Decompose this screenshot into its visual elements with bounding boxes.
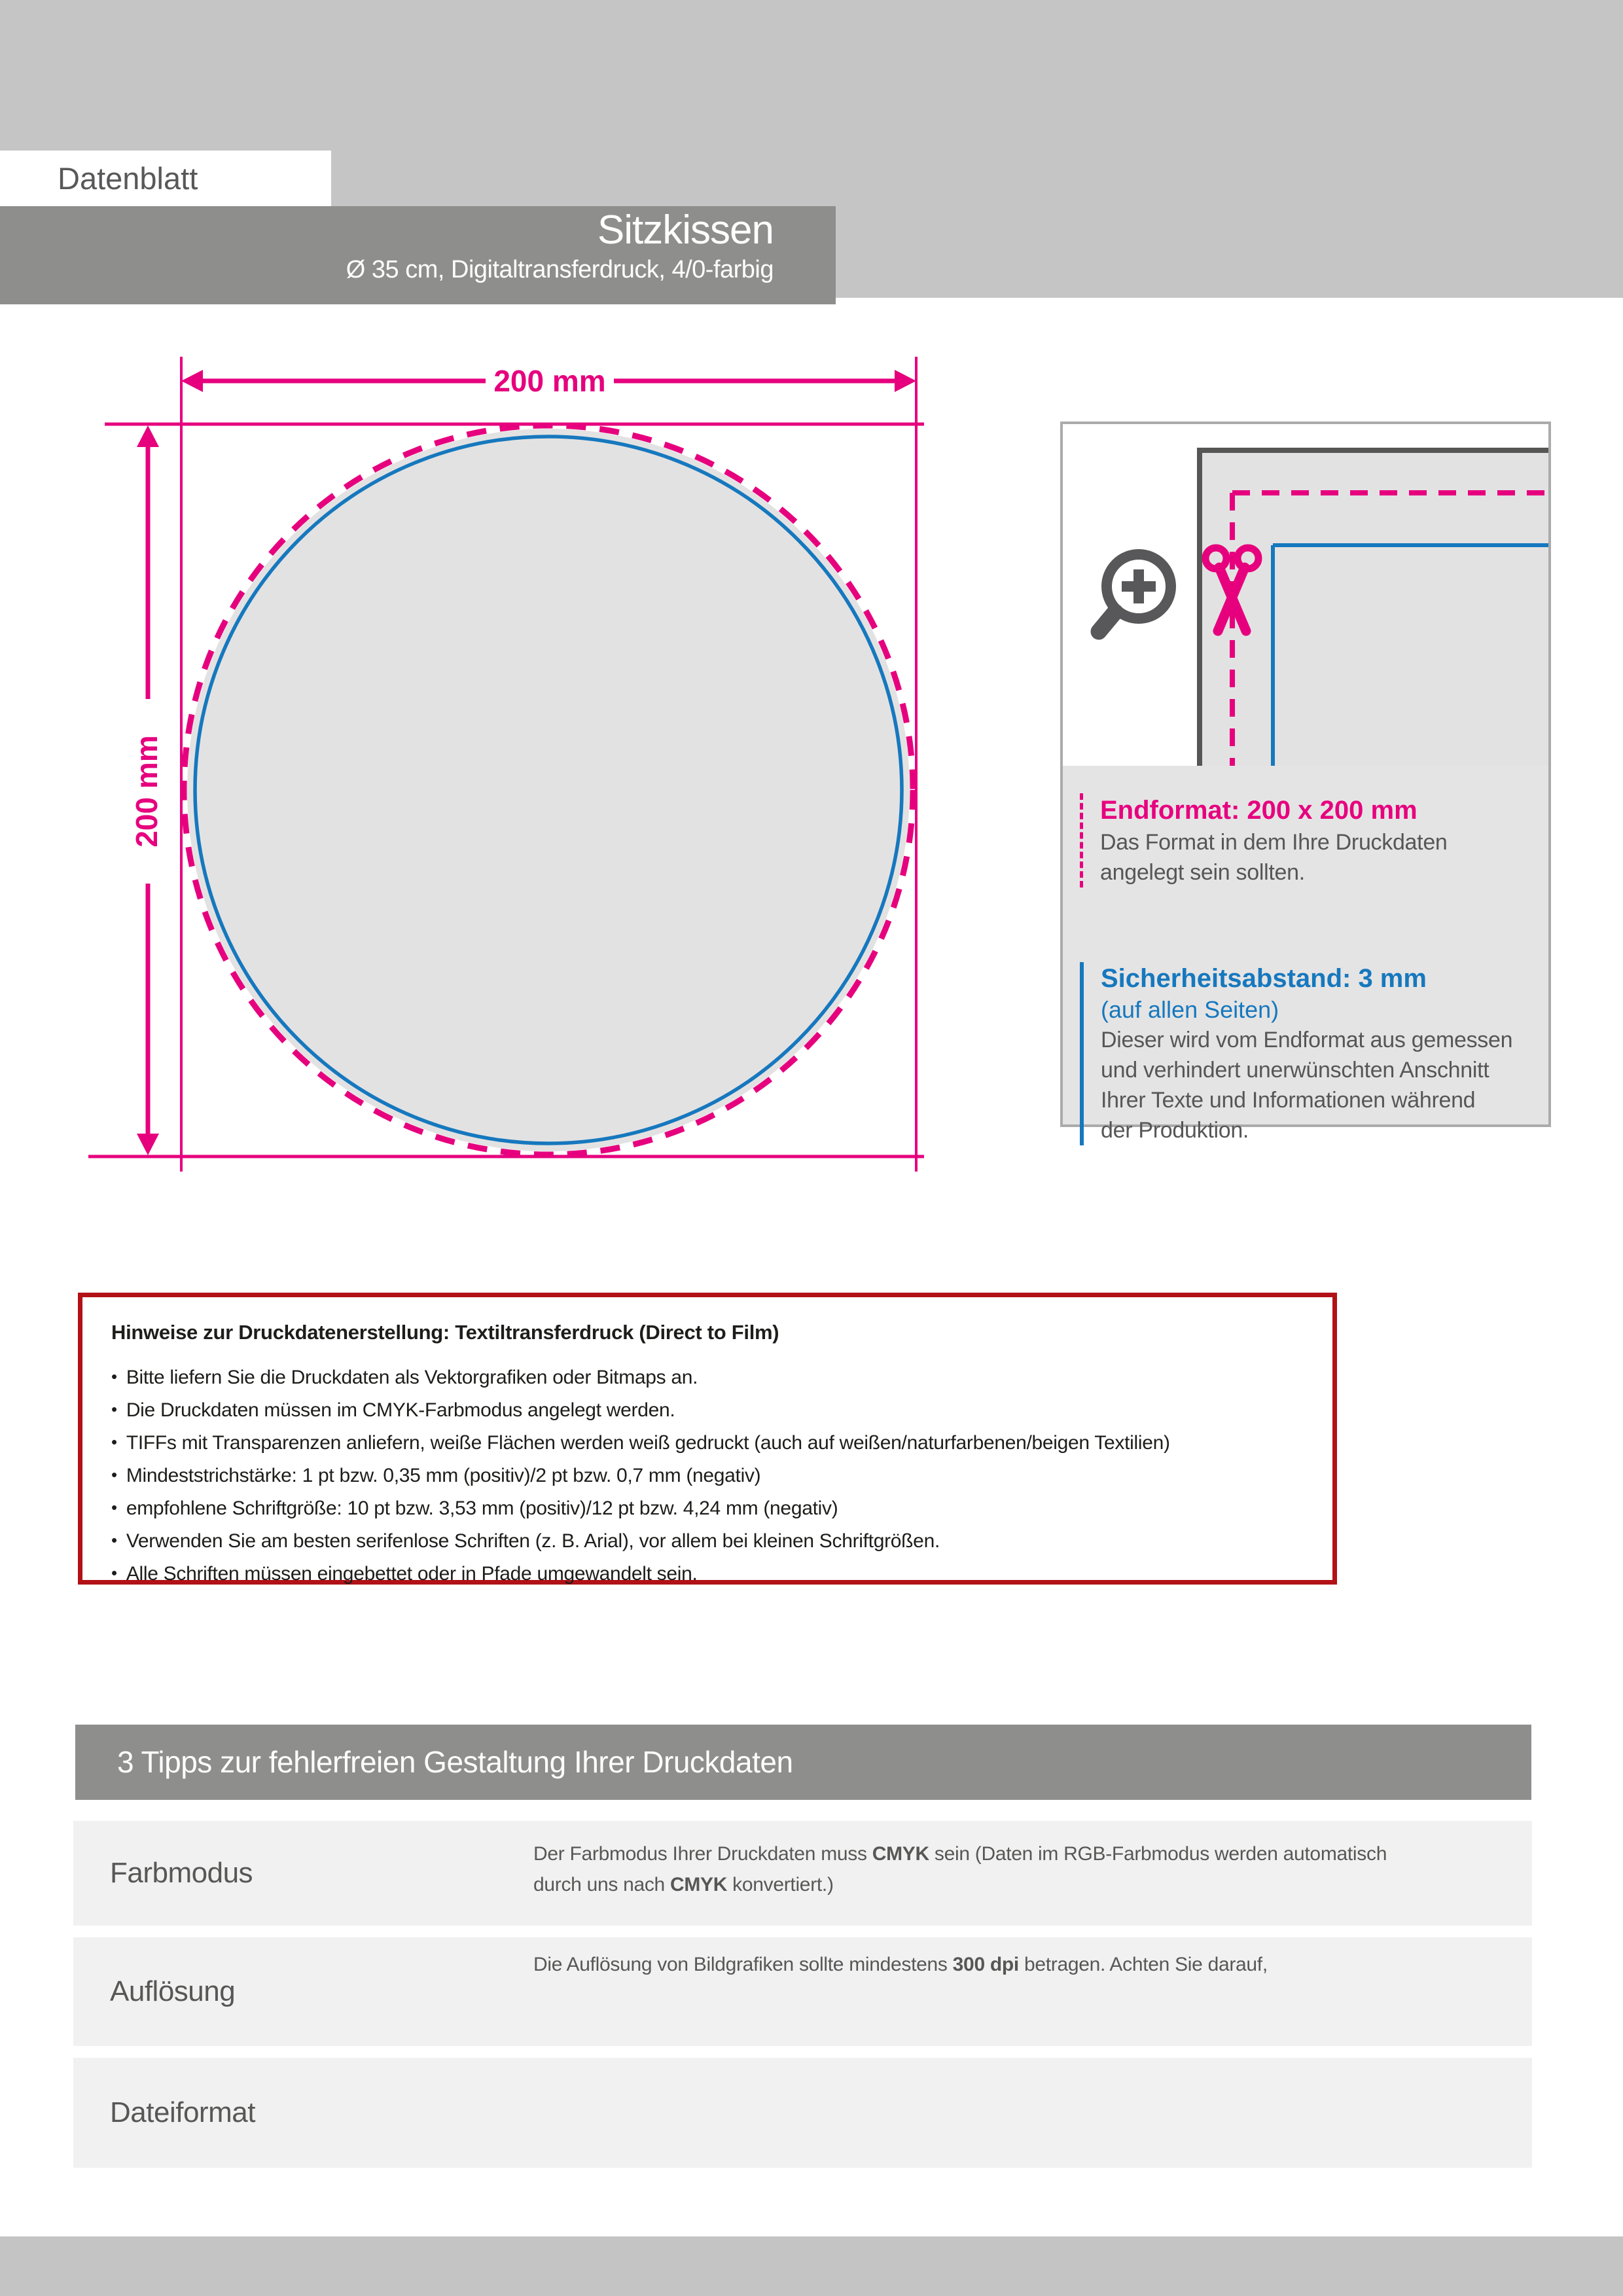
endformat-heading: Endformat: 200 x 200 mm: [1100, 796, 1418, 825]
hinweise-box: [78, 1293, 1337, 1585]
hinweise-title: Hinweise zur Druckdatenerstellung: Textiltransferdruck (Direct to Film): [111, 1321, 779, 1344]
doc-label-box: [0, 151, 331, 206]
tip-body-farbmodus: Der Farbmodus Ihrer Druckdaten muss CMYK sein (Daten im RGB-Farbmodus werden automatisch durch uns nach CMYK konvertiert.): [533, 1843, 1387, 1895]
hinweise-item: • Alle Schriften müssen eingebettet oder in Pfade umgewandelt sein.: [111, 1558, 1306, 1590]
hinweise-list: [111, 1361, 1306, 1590]
format-diagram: [0, 327, 982, 1211]
tip-body-aufloesung: Die Auflösung von Bildgrafiken sollte mindestens 300 dpi betragen. Achten Sie darauf,: [533, 1954, 1268, 1975]
endformat-body: Das Format in dem Ihre Druckdaten angelegt sein sollten.: [1100, 830, 1448, 885]
zoom-in-icon: [1099, 554, 1171, 632]
tip-row-dateiformat: [73, 2058, 1532, 2168]
endformat-block: [1080, 793, 1448, 888]
product-subtitle: Ø 35 cm, Digitaltransferdruck, 4/0-farbig: [346, 256, 774, 283]
tips-banner-title: 3 Tipps zur fehlerfreien Gestaltung Ihrer Druckdaten: [117, 1745, 793, 1779]
sicherheitsabstand-subheading: (auf allen Seiten): [1101, 996, 1279, 1023]
info-panel: [1060, 422, 1551, 1143]
height-arrowhead-top: [137, 425, 159, 447]
corner-detail-illustration: [1063, 424, 1548, 766]
hinweise-item: • Verwenden Sie am besten serifenlose Schriften (z. B. Arial), vor allem bei kleinen Schriftgrößen.: [111, 1525, 1306, 1558]
footer-gray-strip: [0, 2236, 1623, 2296]
tip-label-farbmodus: Farbmodus: [110, 1857, 253, 1889]
sicherheitsabstand-block: [1080, 962, 1512, 1145]
hinweise-item: • Mindeststrichstärke: 1 pt bzw. 0,35 mm (positiv)/2 pt bzw. 0,7 mm (negativ): [111, 1460, 1306, 1492]
product-title: Sitzkissen: [597, 207, 774, 253]
hinweise-item: • Die Druckdaten müssen im CMYK-Farbmodus angelegt werden.: [111, 1394, 1306, 1427]
doc-label: Datenblatt: [58, 161, 198, 196]
tip-label-dateiformat: Dateiformat: [110, 2096, 255, 2128]
tip-label-aufloesung: Auflösung: [110, 1975, 236, 2007]
panel-text-section: [1063, 766, 1548, 1143]
tip-row-aufloesung: [73, 1937, 1532, 2046]
sicherheitsabstand-body: Dieser wird vom Endformat aus gemessen und verhindert unerwünschten Anschnitt Ihrer Texte und Informationen während der Produktion.: [1101, 1028, 1513, 1143]
width-dim-label: 200 mm: [493, 364, 606, 398]
tips-banner: [75, 1725, 1531, 1800]
cushion-fill: [187, 429, 910, 1151]
sicherheitsabstand-heading: Sicherheitsabstand: 3 mm: [1101, 964, 1427, 993]
hinweise-item: • empfohlene Schriftgröße: 10 pt bzw. 3,53 mm (positiv)/12 pt bzw. 4,24 mm (negativ): [111, 1492, 1306, 1525]
width-arrowhead-left: [181, 370, 203, 392]
height-arrowhead-bottom: [137, 1134, 159, 1155]
hinweise-item: • Bitte liefern Sie die Druckdaten als Vektorgrafiken oder Bitmaps an.: [111, 1361, 1306, 1394]
product-banner: [0, 206, 836, 304]
textile-area: [1200, 450, 1548, 766]
hinweise-item: • TIFFs mit Transparenzen anliefern, weiße Flächen werden weiß gedruckt (auch auf weißen/naturfarbenen/beigen Textilien): [111, 1427, 1306, 1460]
height-dim-label: 200 mm: [130, 735, 164, 848]
width-arrowhead-right: [895, 370, 916, 392]
tip-row-farbmodus: [73, 1821, 1532, 1926]
